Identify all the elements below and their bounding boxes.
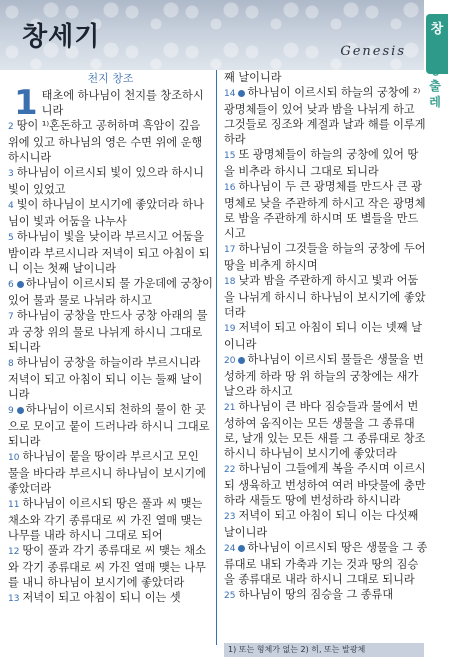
verse [224,540,429,587]
verse-text: 하나님이 두 큰 광명체를 만드사 큰 광명체로 낮을 주관하게 하시고 작은 광명체로 밤을 주관하게 하시며 또 별들을 만드시고 [224,180,426,240]
verse [224,352,429,399]
tab-sub-labels [426,62,448,110]
verse-text: 낮과 밤을 주관하게 하시고 빛과 어둠을 나뉘게 하시니 하나님이 보시기에 좋았더라 [224,274,426,319]
verse [8,83,213,123]
verse-text: 저녁이 되고 아침이 되니 이는 다섯째 날이니라 [224,509,419,539]
verse [224,147,429,179]
tab-current-book[interactable]: 창 [426,14,448,74]
verse-number: 8 [8,359,14,369]
verse-number: 16 [224,183,236,193]
verse-text: 하나님이 이르시되 땅은 생물을 그 종류대로 내되 가축과 기는 것과 땅의 짐승을 종류대로 내라 하시니 그대로 되니라 [224,541,428,586]
book-title-english: Genesis [340,44,406,59]
tab-sub-books[interactable]: 창출레 [429,63,441,109]
verse [8,118,213,165]
verse-text: 하나님이 빛을 낮이라 부르시고 어둠을 밤이라 부르시니라 저녁이 되고 아침이 되니 이는 첫째 날이니라 [8,230,210,275]
paragraph-marker-icon [238,90,245,97]
left-column [8,70,213,607]
verse [8,402,213,449]
verse [8,449,213,496]
verse-text: 하나님이 이르시되 물 가운데에 궁창이 있어 물과 물로 나뉘라 하시고 [8,277,213,307]
verse-number: 19 [224,324,236,334]
verse [8,308,213,355]
verse-number: 9 [8,406,14,416]
text-body [0,70,428,660]
paragraph-marker-icon [238,357,245,364]
verse-number: 17 [224,245,236,255]
paragraph-marker-icon [17,281,24,288]
verse-number: 25 [224,591,236,601]
verse [224,461,429,508]
verse-text: 빛이 하나님이 보시기에 좋았더라 하나님이 빛과 어둠을 나누사 [8,198,204,228]
verse-number: 20 [224,356,236,366]
verse-number: 6 [8,280,14,290]
verse [224,399,429,461]
verse [8,590,213,607]
section-title: 천지 창조 [87,72,134,85]
verse-text: 하나님이 땅의 짐승을 그 종류대 [238,588,394,601]
verse [8,197,213,229]
verse-number: 21 [224,403,236,413]
verse-text: 땅이 ¹⁾혼돈하고 공허하며 흑암이 깊음 위에 있고 하나님의 영은 수면 위에 운행하시니라 [8,119,203,164]
verse [224,179,429,241]
verse [224,273,429,320]
verse-number: 11 [8,500,20,510]
verse [224,241,429,273]
verse-text: 땅이 풀과 각기 종류대로 씨 맺는 채소와 각기 종류대로 씨 가진 열매 맺는 나무를 내니 하나님이 보시기에 좋았더라 [8,544,206,589]
verse [224,587,429,604]
verse-number: 12 [8,547,20,557]
verse-number: 4 [8,201,14,211]
verse [8,543,213,590]
chapter-number: 1 [14,83,38,123]
verse-number: 14 [224,89,236,99]
verse-text: 하나님이 이르시되 물들은 생물을 번성하게 하라 땅 위 하늘의 궁창에는 새가 날으라 하시고 [224,353,424,398]
verse-number: 7 [8,312,14,322]
verse-text: 하나님이 궁창을 하늘이라 부르시니라 저녁이 되고 아침이 되니 이는 둘째 날이니라 [8,356,203,401]
verse-number: 13 [8,594,20,604]
verse [8,229,213,276]
verse-number: 3 [8,169,14,179]
verse-number: 18 [224,277,236,287]
verse-text: 하나님이 큰 바다 짐승들과 물에서 번성하여 움직이는 모든 생물을 그 종류대로, 날개 있는 모든 새를 그 종류대로 창조하시니 하나님이 보시기에 좋았더라 [224,400,426,460]
footnote: 1) 또는 형체가 없는 2) 히, 또는 발광체 [224,643,424,657]
verse-text: 저녁이 되고 아침이 되니 이는 셋 [22,591,181,604]
verse-text: 하나님이 궁창을 만드사 궁창 아래의 물과 궁창 위의 물로 나뉘게 하시니 그대로 되니라 [8,309,208,354]
verse-number: 22 [224,465,236,475]
verse-text: 하나님이 그것들을 하늘의 궁창에 두어 땅을 비추게 하시며 [224,242,426,272]
paragraph-marker-icon [17,407,24,414]
verse-text: 태초에 하나님이 천지를 창조하시니라 [41,89,204,117]
verse [8,355,213,402]
verse [224,70,429,85]
verse [8,276,213,308]
verse [8,496,213,543]
verse-text: 하나님이 이르시되 천하의 물이 한 곳으로 모이고 뭍이 드러나라 하시니 그대로 되니라 [8,403,210,448]
verse-text: 하나님이 이르시되 빛이 있으라 하시니 빛이 있었고 [8,166,204,196]
book-title: 창세기 [22,22,101,52]
verse-text: 하나님이 이르시되 땅은 풀과 씨 맺는 채소와 각기 종류대로 씨 가진 열매 맺는 나무를 내라 하시니 그대로 되어 [8,497,203,542]
verse-text: 째 날이니라 [224,71,282,84]
verse-text: 하나님이 뭍을 땅이라 부르시고 모인 물을 바다라 부르시니 하나님이 보시기에 좋았더라 [8,450,206,495]
paragraph-marker-icon [238,545,245,552]
verse [224,85,429,147]
verse [224,320,429,352]
column-divider [216,70,217,645]
verse-number: 15 [224,151,236,161]
verse-number: 2 [8,122,14,132]
page-header [0,0,424,70]
verse-text: 하나님이 이르시되 하늘의 궁창에 ²⁾광명체들이 있어 낮과 밤을 나뉘게 하고 그것들로 징조와 계절과 날과 해를 이루게 하라 [224,86,426,146]
verse-number: 5 [8,233,14,243]
verse-number: 24 [224,544,236,554]
verse [8,165,213,197]
verse-text: 저녁이 되고 아침이 되니 이는 넷째 날이니라 [224,321,422,351]
verse-number: 10 [8,453,20,463]
verse-text: 또 광명체들이 하늘의 궁창에 있어 땅을 비추라 하시니 그대로 되니라 [224,148,419,178]
verse-text: 하나님이 그들에게 복을 주시며 이르시되 생육하고 번성하여 여러 바닷물에 충만하라 새들도 땅에 번성하라 하시니라 [224,462,426,507]
verse-number: 23 [224,512,236,522]
right-column [224,70,429,604]
verse [224,508,429,540]
